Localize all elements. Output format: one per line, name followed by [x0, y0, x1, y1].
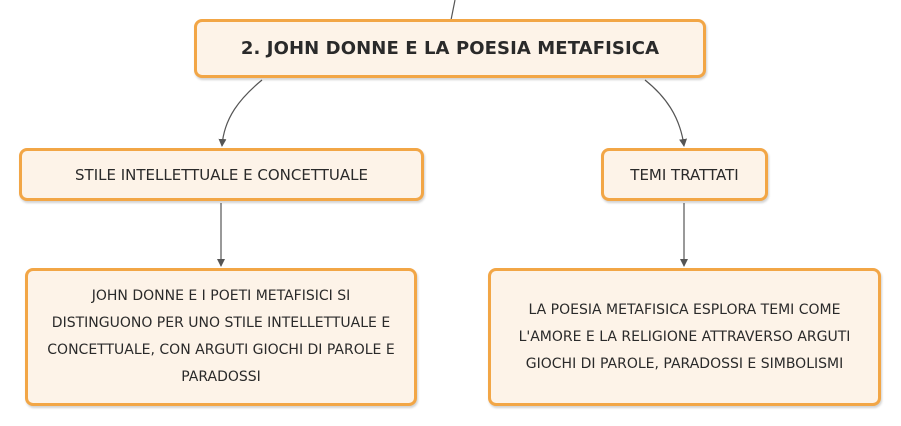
leaf-node-temi-detail[interactable] [488, 268, 881, 406]
branch-node-stile[interactable] [19, 148, 424, 201]
incoming-connector [451, 0, 455, 20]
leaf-node-text: LA POESIA METAFISICA ESPLORA TEMI COME L'AMORE E LA RELIGIONE ATTRAVERSO ARGUTI GIOCHI DI PAROLE, PARADOSSI E SIMBOLISMI [518, 301, 851, 372]
root-to-branch-left-connector [222, 80, 262, 146]
branch-node-label: TEMI TRATTATI [630, 165, 739, 184]
branch-node-label: STILE INTELLETTUALE E CONCETTUALE [75, 165, 368, 184]
root-to-branch-right-connector [645, 80, 684, 146]
root-node[interactable] [194, 19, 706, 78]
branch-node-temi[interactable] [601, 148, 768, 201]
leaf-node-stile-detail[interactable] [25, 268, 417, 406]
leaf-node-text: JOHN DONNE E I POETI METAFISICI SI DISTINGUONO PER UNO STILE INTELLETTUALE E CONCETTUALE, CON ARGUTI GIOCHI DI PAROLE E PARADOSSI [47, 288, 395, 385]
root-node-label: 2. JOHN DONNE E LA POESIA METAFISICA [240, 38, 660, 59]
